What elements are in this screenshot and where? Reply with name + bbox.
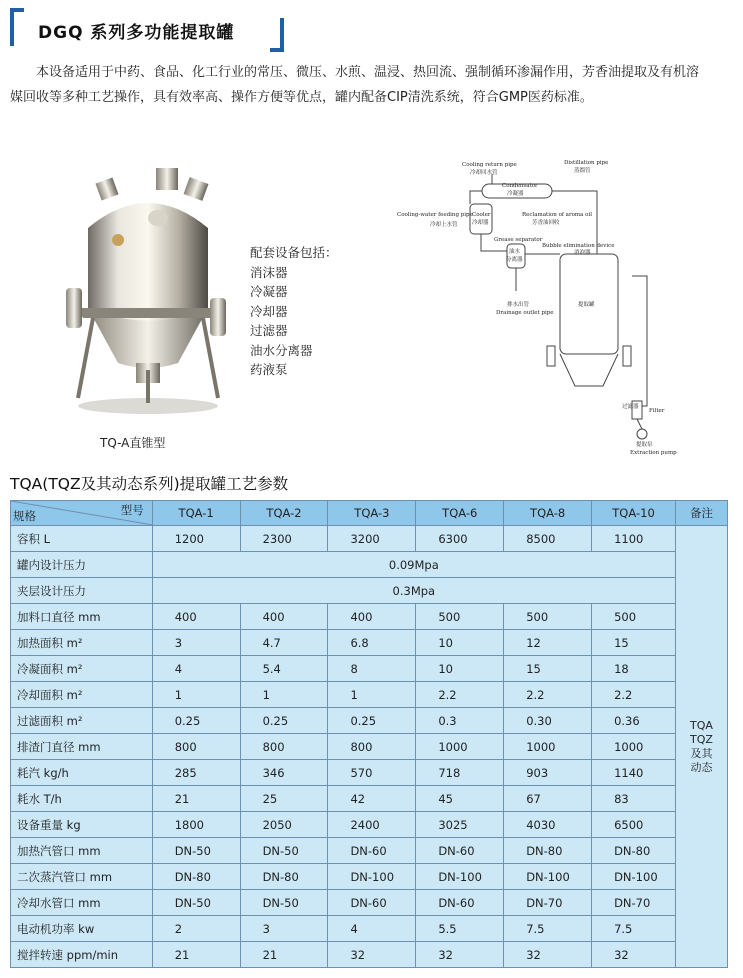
- row-value: 32: [416, 942, 504, 968]
- row-value: 21: [152, 942, 240, 968]
- row-value: 1140: [592, 760, 676, 786]
- row-value: 2050: [240, 812, 328, 838]
- note-line: TQA: [690, 718, 713, 732]
- table-row: [11, 630, 728, 656]
- equipment-item: 药液泵: [250, 362, 288, 377]
- row-value: 0.36: [592, 708, 676, 734]
- row-value: 6500: [592, 812, 676, 838]
- equipment-list: [250, 243, 338, 380]
- row-value: 800: [152, 734, 240, 760]
- row-value: 1: [240, 682, 328, 708]
- row-label: 搅拌转速 ppm/min: [11, 942, 153, 968]
- row-label: 冷却水管口 mm: [11, 890, 153, 916]
- model-header: TQA-10: [592, 501, 676, 526]
- svg-text:Filter: Filter: [649, 408, 665, 414]
- note-line: 动态: [690, 760, 713, 774]
- row-value: 6300: [416, 526, 504, 552]
- row-value: 3: [240, 916, 328, 942]
- row-value: 45: [416, 786, 504, 812]
- equipment-item: 油水分离器: [250, 342, 313, 358]
- table-row: [11, 682, 728, 708]
- table-row: [11, 890, 728, 916]
- table-row: [11, 552, 728, 578]
- equipment-item: 冷却器: [250, 303, 288, 319]
- row-value: 1: [328, 682, 416, 708]
- row-value: 3: [152, 630, 240, 656]
- process-diagram: [392, 156, 692, 456]
- table-row: [11, 708, 728, 734]
- row-label: 容积 L: [11, 526, 153, 552]
- title-block: [10, 8, 280, 52]
- row-value: DN-100: [328, 864, 416, 890]
- row-value: 570: [328, 760, 416, 786]
- row-value: 285: [152, 760, 240, 786]
- svg-text:消泡器: 消泡器: [574, 250, 591, 256]
- table-row: [11, 864, 728, 890]
- row-label: 夹层设计压力: [11, 578, 153, 604]
- row-value: 0.3: [416, 708, 504, 734]
- row-value: 4: [328, 916, 416, 942]
- svg-text:Drainage outlet pipe: Drainage outlet pipe: [496, 310, 554, 316]
- row-value: 718: [416, 760, 504, 786]
- row-value: 1000: [504, 734, 592, 760]
- row-value: 32: [328, 942, 416, 968]
- note-cell: [675, 526, 727, 968]
- row-value: DN-80: [152, 864, 240, 890]
- row-value: DN-60: [416, 838, 504, 864]
- svg-text:提取罐: 提取罐: [578, 302, 595, 308]
- row-value: 346: [240, 760, 328, 786]
- grease-separator-shape: [507, 244, 525, 268]
- row-value: 6.8: [328, 630, 416, 656]
- title-bracket-left: [10, 8, 24, 46]
- row-label: 设备重量 kg: [11, 812, 153, 838]
- row-value: 500: [592, 604, 676, 630]
- row-value: 1800: [152, 812, 240, 838]
- svg-text:冷却器: 冷却器: [472, 220, 489, 226]
- svg-text:冷凝器: 冷凝器: [507, 191, 524, 197]
- row-value: 5.5: [416, 916, 504, 942]
- page-title: DGQ 系列多功能提取罐: [38, 23, 235, 43]
- row-label: 罐内设计压力: [11, 552, 153, 578]
- row-label: 耗水 T/h: [11, 786, 153, 812]
- table-row: [11, 656, 728, 682]
- row-value: 4.7: [240, 630, 328, 656]
- row-value: 2.2: [592, 682, 676, 708]
- row-label: 电动机功率 kw: [11, 916, 153, 942]
- row-value: 15: [592, 630, 676, 656]
- svg-text:芳香油回收: 芳香油回收: [532, 220, 560, 226]
- row-value: DN-100: [416, 864, 504, 890]
- row-value: 400: [152, 604, 240, 630]
- row-value: 42: [328, 786, 416, 812]
- row-label: 冷却面积 m²: [11, 682, 153, 708]
- table-row: [11, 734, 728, 760]
- note-line: 及其: [690, 746, 713, 760]
- note-header: 备注: [675, 501, 727, 526]
- row-label: 加热面积 m²: [11, 630, 153, 656]
- equipment-item: 冷凝器: [250, 284, 288, 299]
- row-value: 15: [504, 656, 592, 682]
- svg-text:Cooling-water feeding pipe: Cooling-water feeding pipe: [397, 212, 473, 218]
- model-header: TQA-8: [504, 501, 592, 526]
- row-value: DN-60: [416, 890, 504, 916]
- header-corner-cell: [11, 501, 153, 526]
- row-value: 4: [152, 656, 240, 682]
- table-row: [11, 812, 728, 838]
- svg-text:Reclamation of aroma oil: Reclamation of aroma oil: [522, 212, 592, 218]
- row-value: 83: [592, 786, 676, 812]
- row-value: DN-50: [240, 838, 328, 864]
- row-value: 2.2: [416, 682, 504, 708]
- row-value: 5.4: [240, 656, 328, 682]
- table-title: TQA(TQZ及其动态系列)提取罐工艺参数: [10, 475, 289, 493]
- row-label: 排渣门直径 mm: [11, 734, 153, 760]
- row-value: 18: [592, 656, 676, 682]
- row-value: 21: [152, 786, 240, 812]
- row-value: 0.25: [152, 708, 240, 734]
- row-value: DN-100: [592, 864, 676, 890]
- table-row: [11, 942, 728, 968]
- row-value: 1000: [416, 734, 504, 760]
- row-value: DN-50: [152, 838, 240, 864]
- row-value: 800: [328, 734, 416, 760]
- row-value: DN-60: [328, 890, 416, 916]
- row-value: 0.30: [504, 708, 592, 734]
- equipment-heading: 配套设备包括：: [250, 245, 338, 260]
- row-label: 二次蒸汽管口 mm: [11, 864, 153, 890]
- row-value: 10: [416, 630, 504, 656]
- svg-text:蒸馏管: 蒸馏管: [574, 168, 591, 174]
- model-header: TQA-1: [152, 501, 240, 526]
- svg-text:Grease separator: Grease separator: [494, 237, 543, 243]
- table-row: [11, 760, 728, 786]
- row-value: 800: [240, 734, 328, 760]
- row-value: DN-80: [504, 838, 592, 864]
- model-header: TQA-2: [240, 501, 328, 526]
- table-row: [11, 838, 728, 864]
- svg-text:Extraction pump: Extraction pump: [630, 450, 677, 456]
- row-value: DN-70: [504, 890, 592, 916]
- cooler-shape: [470, 204, 492, 234]
- table-row: [11, 578, 728, 604]
- row-value: 1: [152, 682, 240, 708]
- row-label: 耗汽 kg/h: [11, 760, 153, 786]
- row-value: DN-100: [504, 864, 592, 890]
- row-value: 2300: [240, 526, 328, 552]
- table-row: [11, 786, 728, 812]
- svg-text:Bubble elimination device: Bubble elimination device: [542, 243, 615, 249]
- row-value: 400: [240, 604, 328, 630]
- row-value: DN-70: [592, 890, 676, 916]
- svg-text:Condensator: Condensator: [502, 183, 538, 189]
- svg-text:Distillation pipe: Distillation pipe: [564, 160, 609, 166]
- svg-text:分离器: 分离器: [506, 257, 523, 263]
- row-value: 0.25: [328, 708, 416, 734]
- svg-text:Cooler: Cooler: [472, 212, 491, 218]
- equipment-item: 过滤器: [250, 323, 288, 338]
- svg-text:Cooling return pipe: Cooling return pipe: [462, 162, 517, 168]
- svg-text:冷却上水管: 冷却上水管: [430, 222, 458, 228]
- row-value: 32: [504, 942, 592, 968]
- extraction-tank-photo: [58, 158, 238, 418]
- row-value: 1200: [152, 526, 240, 552]
- photo-caption: TQ-A直锥型: [100, 436, 166, 450]
- corner-top-label: 型号: [120, 503, 144, 517]
- title-bracket-right: [270, 18, 284, 52]
- row-label: 加热汽管口 mm: [11, 838, 153, 864]
- row-value: 7.5: [592, 916, 676, 942]
- row-value: 2: [152, 916, 240, 942]
- row-value: 67: [504, 786, 592, 812]
- equipment-item: 消沫器: [250, 264, 288, 280]
- table-row: [11, 916, 728, 942]
- row-value: DN-80: [240, 864, 328, 890]
- row-value: 1000: [592, 734, 676, 760]
- row-value: 500: [416, 604, 504, 630]
- row-value: 2.2: [504, 682, 592, 708]
- row-label: 加料口直径 mm: [11, 604, 153, 630]
- svg-text:冷却回水管: 冷却回水管: [470, 170, 498, 176]
- row-value: 8: [328, 656, 416, 682]
- svg-text:提取泵: 提取泵: [636, 442, 653, 448]
- row-label: 冷凝面积 m²: [11, 656, 153, 682]
- intro-paragraph: 本设备适用于中药、食品、化工行业的常压、微压、水煎、温浸、热回流、强制循环渗漏作用，芳香油提取及有机溶媒回收等多种工艺操作，具有效率高、操作方便等优点，罐内配备CIP清洗系统，符合GMP医药标准。: [10, 65, 700, 105]
- row-label: 过滤面积 m²: [11, 708, 153, 734]
- row-value: 7.5: [504, 916, 592, 942]
- row-value: 10: [416, 656, 504, 682]
- row-value: 21: [240, 942, 328, 968]
- row-value: DN-50: [240, 890, 328, 916]
- svg-text:油水: 油水: [509, 249, 521, 255]
- model-header: TQA-3: [328, 501, 416, 526]
- row-value: 903: [504, 760, 592, 786]
- row-span-value: 0.09Mpa: [152, 552, 675, 578]
- row-value: 3025: [416, 812, 504, 838]
- model-header: TQA-6: [416, 501, 504, 526]
- table-row: [11, 526, 728, 552]
- svg-text:过滤器: 过滤器: [622, 404, 639, 410]
- svg-text:排水出管: 排水出管: [507, 302, 530, 308]
- row-value: 1100: [592, 526, 676, 552]
- row-value: 32: [592, 942, 676, 968]
- row-value: 12: [504, 630, 592, 656]
- row-span-value: 0.3Mpa: [152, 578, 675, 604]
- row-value: 8500: [504, 526, 592, 552]
- corner-bottom-label: 规格: [13, 509, 36, 523]
- row-value: DN-80: [592, 838, 676, 864]
- row-value: DN-50: [152, 890, 240, 916]
- note-line: TQZ: [690, 732, 713, 746]
- table-header-row: [11, 501, 728, 526]
- row-value: 25: [240, 786, 328, 812]
- spec-table: [10, 500, 728, 968]
- row-value: 400: [328, 604, 416, 630]
- pump-shape: [637, 429, 647, 439]
- row-value: 4030: [504, 812, 592, 838]
- row-value: 3200: [328, 526, 416, 552]
- row-value: DN-60: [328, 838, 416, 864]
- row-value: 500: [504, 604, 592, 630]
- row-value: 0.25: [240, 708, 328, 734]
- table-row: [11, 604, 728, 630]
- row-value: 2400: [328, 812, 416, 838]
